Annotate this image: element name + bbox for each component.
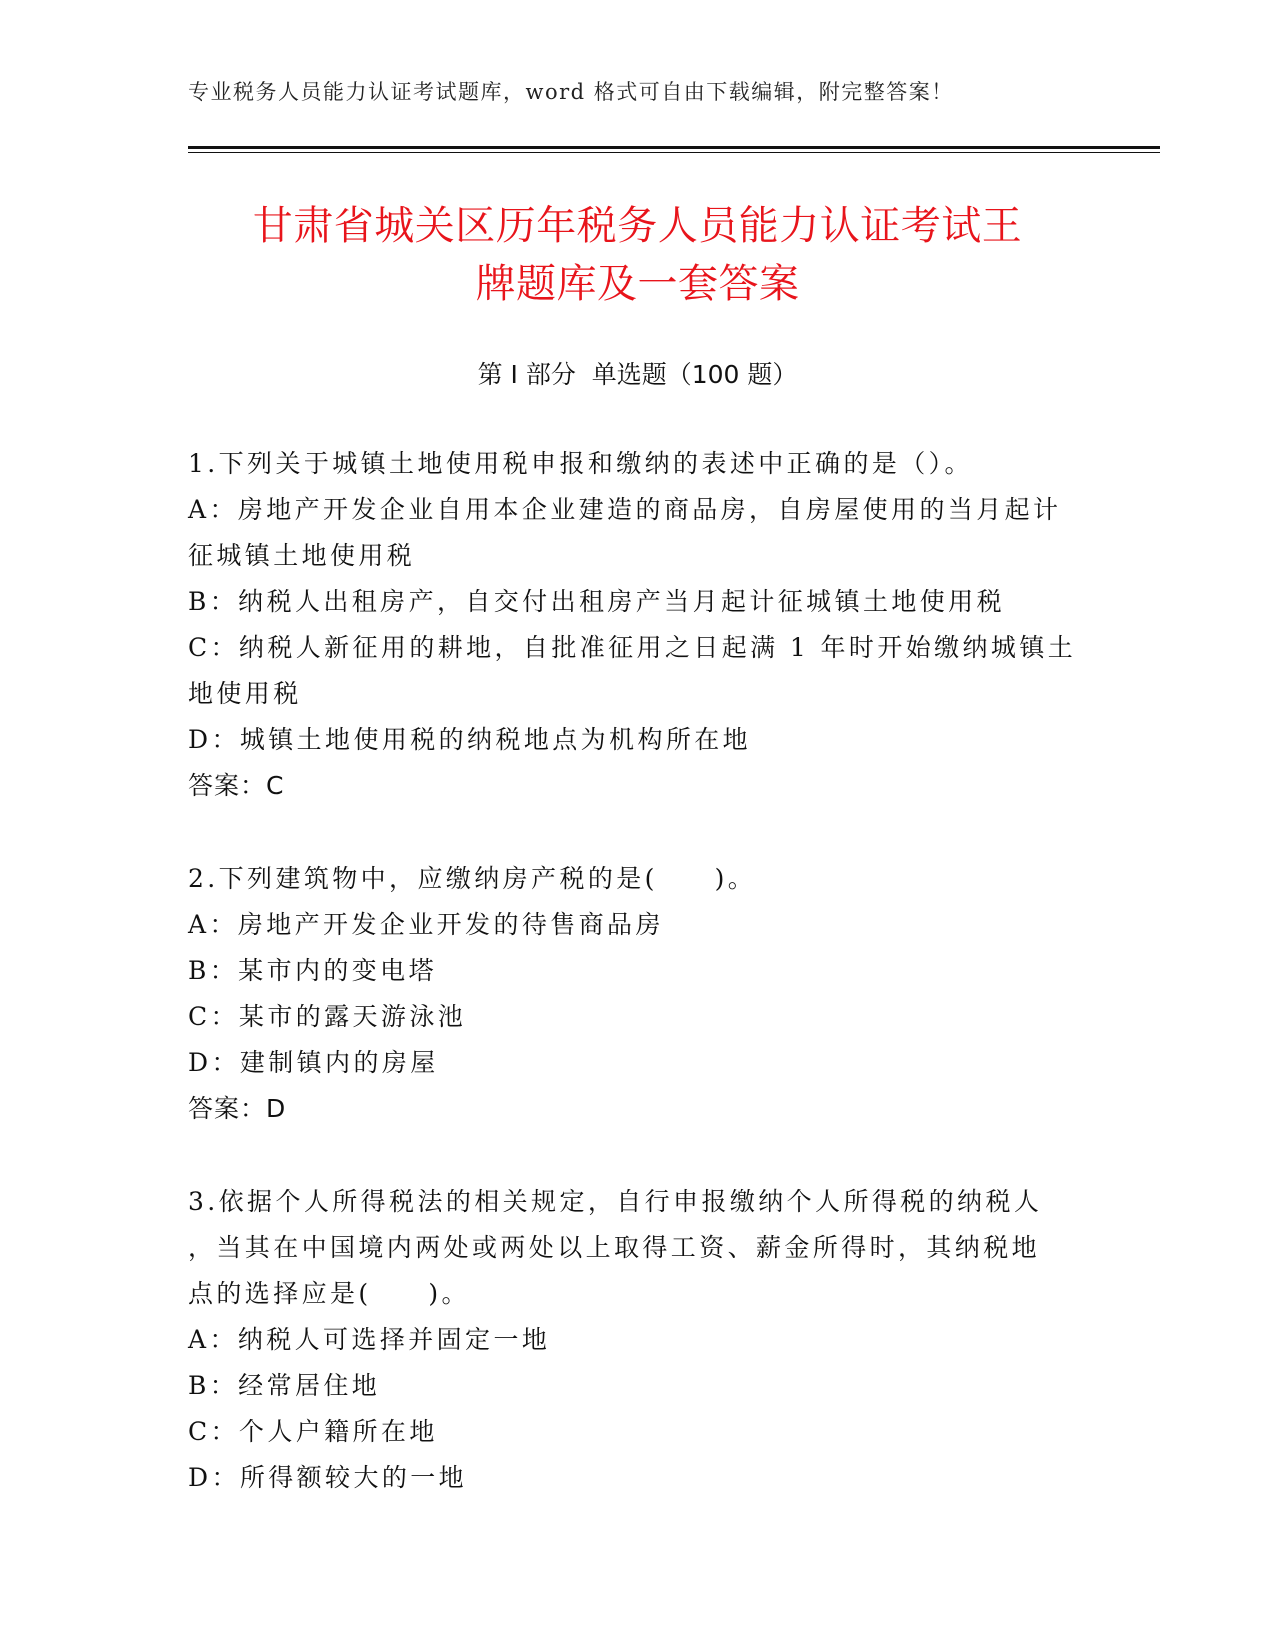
question-3	[188, 1179, 1088, 1501]
option-d: D：所得额较大的一地	[188, 1463, 468, 1492]
document-title-line-2: 牌题库及一套答案	[475, 261, 800, 307]
option-d: D：建制镇内的房屋	[188, 1048, 439, 1077]
option-text: 地使用税	[188, 679, 302, 708]
answer-label: 答案：C	[188, 771, 285, 800]
option-b: B：经常居住地	[188, 1371, 381, 1400]
header-note: 专业税务人员能力认证考试题库，word 格式可自由下载编辑，附完整答案！	[188, 80, 954, 104]
document-title-line-1: 甘肃省城关区历年税务人员能力认证考试王	[252, 203, 1023, 249]
question-stem: 2.下列建筑物中，应缴纳房产税的是( )。	[188, 864, 757, 893]
option-c	[188, 625, 1088, 717]
stem-line: 3.依据个人所得税法的相关规定，自行申报缴纳个人所得税的纳税人	[188, 1187, 1043, 1216]
answer-label: 答案：D	[188, 1094, 287, 1123]
option-a: A：纳税人可选择并固定一地	[188, 1325, 551, 1354]
option-c: C：个人户籍所在地	[188, 1417, 438, 1446]
option-c: C：某市的露天游泳池	[188, 1002, 467, 1031]
header-rule-thick	[188, 146, 1160, 149]
option-a	[188, 487, 1088, 579]
option-text: C：纳税人新征用的耕地，自批准征用之日起满 1 年时开始缴纳城镇土	[188, 633, 1077, 662]
question-1	[188, 441, 1088, 809]
option-b: B：某市内的变电塔	[188, 956, 437, 985]
option-text: D：城镇土地使用税的纳税地点为机构所在地	[188, 725, 752, 754]
section-title: 第 I 部分 单选题（100 题）	[477, 360, 798, 389]
question-2	[188, 856, 1088, 1132]
option-a: A：房地产开发企业开发的待售商品房	[188, 910, 664, 939]
header-rule-thin	[188, 152, 1160, 153]
option-d	[188, 717, 1088, 763]
stem-line: 点的选择应是( )。	[188, 1279, 470, 1308]
question-list	[188, 441, 1088, 1548]
option-text: A：房地产开发企业自用本企业建造的商品房，自房屋使用的当月起计	[188, 495, 1062, 524]
option-text: 征城镇土地使用税	[188, 541, 416, 570]
option-b	[188, 579, 1088, 625]
stem-line: ，当其在中国境内两处或两处以上取得工资、薪金所得时，其纳税地	[188, 1233, 1041, 1262]
question-stem	[188, 1179, 1088, 1317]
document-title	[150, 197, 1125, 313]
question-stem: 1.下列关于城镇土地使用税申报和缴纳的表述中正确的是（）。	[188, 449, 973, 478]
option-text: B：纳税人出租房产，自交付出租房产当月起计征城镇土地使用税	[188, 587, 1005, 616]
